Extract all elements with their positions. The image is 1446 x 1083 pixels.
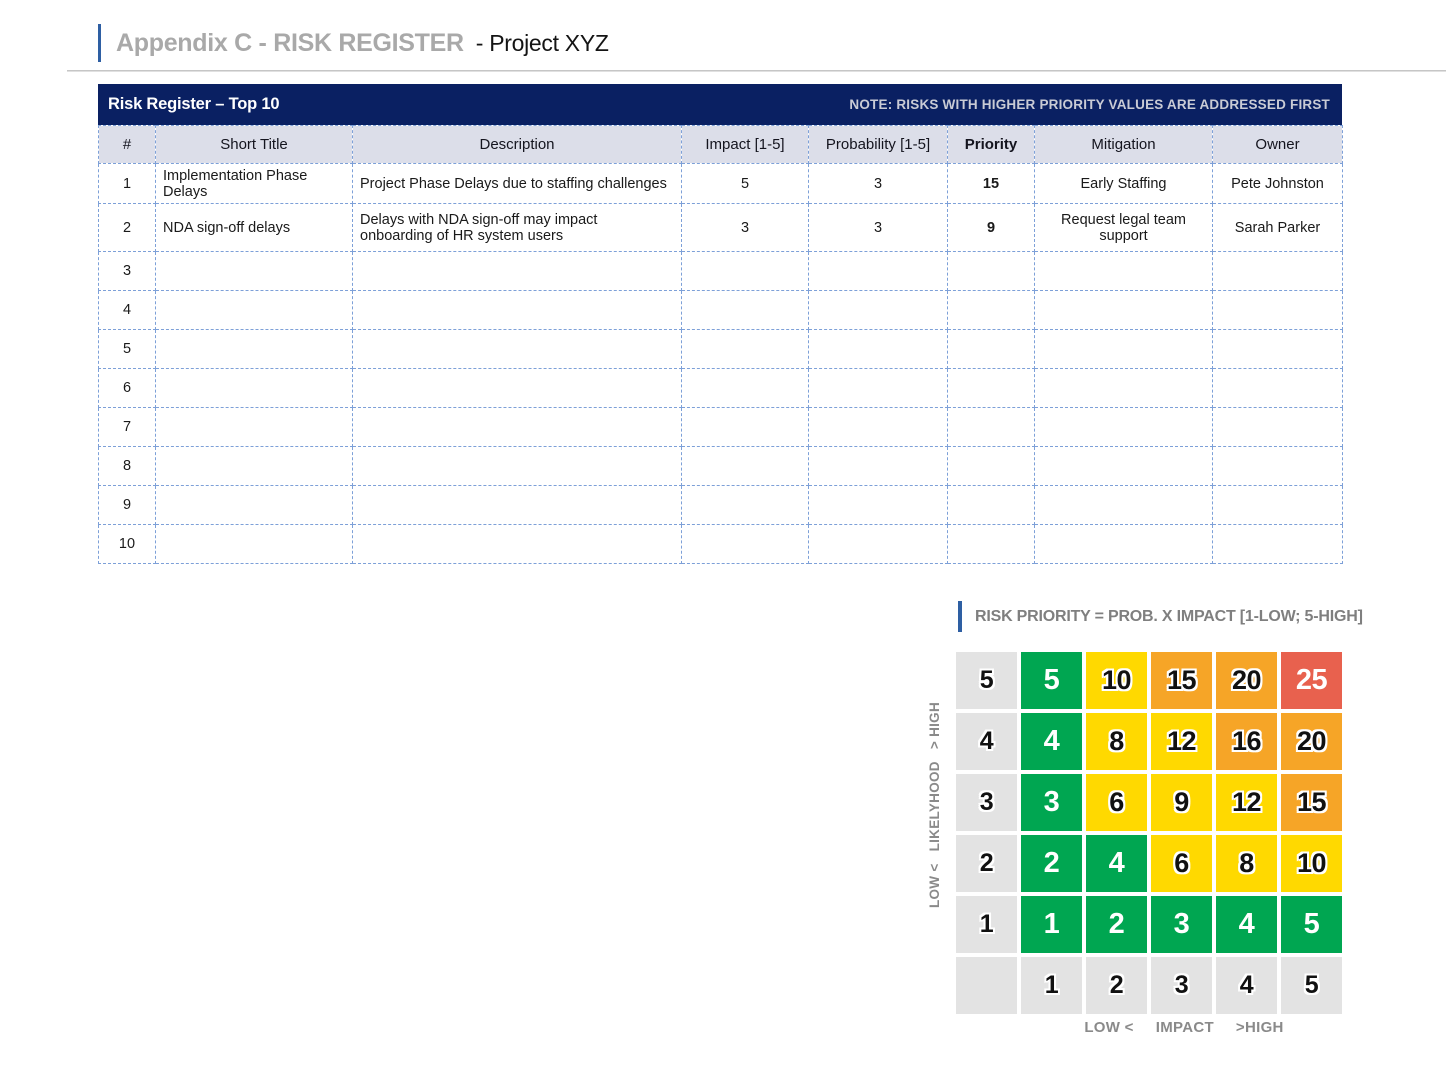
cell-probability (809, 330, 948, 369)
cell-probability (809, 486, 948, 525)
likelihood-axis-high: > HIGH (927, 701, 942, 750)
cell-num: 5 (99, 330, 156, 369)
cell-probability (809, 408, 948, 447)
matrix-cell: 5 (1281, 896, 1342, 953)
matrix-col-label: 4 (1216, 957, 1277, 1014)
matrix-cell: 9 (1151, 774, 1212, 831)
cell-owner (1213, 330, 1343, 369)
table-row (99, 408, 1343, 447)
matrix-cell: 20 (1281, 713, 1342, 770)
cell-num: 8 (99, 447, 156, 486)
cell-owner (1213, 447, 1343, 486)
cell-impact (682, 525, 809, 564)
matrix-cell: 4 (1086, 835, 1147, 892)
likelihood-axis-title: LIKELYHOOD (927, 761, 942, 852)
cell-probability (809, 291, 948, 330)
title-accent-bar (98, 24, 101, 62)
matrix-cell: 25 (1281, 652, 1342, 709)
cell-description (353, 330, 682, 369)
register-banner-title: Risk Register – Top 10 (108, 95, 280, 113)
cell-owner: Sarah Parker (1213, 204, 1343, 252)
cell-short-title (156, 369, 353, 408)
cell-priority (948, 525, 1035, 564)
cell-probability (809, 369, 948, 408)
table-row (99, 369, 1343, 408)
matrix-row-label: 2 (956, 835, 1017, 892)
likelihood-axis-label (927, 635, 943, 975)
cell-description (353, 291, 682, 330)
matrix-cell: 4 (1021, 713, 1082, 770)
cell-num: 9 (99, 486, 156, 525)
table-row (99, 164, 1343, 204)
cell-impact (682, 330, 809, 369)
cell-impact (682, 291, 809, 330)
cell-num: 7 (99, 408, 156, 447)
matrix-cell: 10 (1086, 652, 1147, 709)
cell-short-title (156, 447, 353, 486)
impact-axis-label (1021, 1019, 1347, 1036)
matrix-col-label: 3 (1151, 957, 1212, 1014)
cell-num: 6 (99, 369, 156, 408)
likelihood-axis-low: LOW < (927, 863, 942, 909)
cell-mitigation (1035, 369, 1213, 408)
cell-short-title (156, 330, 353, 369)
cell-description: Project Phase Delays due to staffing challenges (353, 164, 682, 204)
table-row (99, 447, 1343, 486)
cell-probability (809, 525, 948, 564)
table-row (99, 204, 1343, 252)
cell-short-title (156, 525, 353, 564)
cell-mitigation: Request legal team support (1035, 204, 1213, 252)
cell-mitigation (1035, 330, 1213, 369)
matrix-row-label: 1 (956, 896, 1017, 953)
cell-short-title (156, 486, 353, 525)
col-header-description: Description (353, 126, 682, 164)
matrix-cell: 3 (1021, 774, 1082, 831)
cell-owner (1213, 291, 1343, 330)
matrix-cell: 12 (1216, 774, 1277, 831)
matrix-cell: 15 (1151, 652, 1212, 709)
cell-owner (1213, 252, 1343, 291)
register-banner (98, 84, 1342, 125)
cell-description (353, 252, 682, 291)
matrix-cell: 10 (1281, 835, 1342, 892)
matrix-heading (958, 601, 1363, 632)
cell-owner (1213, 369, 1343, 408)
matrix-cell: 8 (1216, 835, 1277, 892)
cell-priority (948, 291, 1035, 330)
table-row (99, 486, 1343, 525)
cell-short-title (156, 252, 353, 291)
cell-priority (948, 330, 1035, 369)
col-header-num: # (99, 126, 156, 164)
cell-description (353, 369, 682, 408)
matrix-cell: 6 (1151, 835, 1212, 892)
header-divider (67, 70, 1446, 72)
table-header-row (99, 126, 1343, 164)
impact-axis-low: LOW < (1084, 1019, 1134, 1036)
risk-register-table (98, 125, 1343, 564)
cell-description (353, 486, 682, 525)
cell-description (353, 408, 682, 447)
cell-mitigation (1035, 486, 1213, 525)
table-row (99, 330, 1343, 369)
page-title (98, 24, 609, 62)
matrix-cell: 15 (1281, 774, 1342, 831)
risk-matrix (956, 652, 1342, 1014)
cell-num: 10 (99, 525, 156, 564)
cell-short-title: Implementation Phase Delays (156, 164, 353, 204)
matrix-cell: 16 (1216, 713, 1277, 770)
matrix-cell: 2 (1021, 835, 1082, 892)
matrix-cell: 1 (1021, 896, 1082, 953)
cell-priority (948, 486, 1035, 525)
risk-register-section (98, 84, 1342, 564)
cell-mitigation: Early Staffing (1035, 164, 1213, 204)
cell-owner: Pete Johnston (1213, 164, 1343, 204)
cell-owner (1213, 486, 1343, 525)
register-banner-note: NOTE: RISKS WITH HIGHER PRIORITY VALUES ARE ADDRESSED FIRST (849, 97, 1330, 112)
cell-short-title (156, 291, 353, 330)
cell-short-title (156, 408, 353, 447)
matrix-col-label: 5 (1281, 957, 1342, 1014)
col-header-short-title: Short Title (156, 126, 353, 164)
cell-priority (948, 252, 1035, 291)
cell-probability (809, 252, 948, 291)
cell-priority (948, 408, 1035, 447)
cell-mitigation (1035, 525, 1213, 564)
cell-num: 4 (99, 291, 156, 330)
matrix-accent-bar (958, 601, 962, 632)
cell-impact: 5 (682, 164, 809, 204)
cell-description: Delays with NDA sign-off may impact onboarding of HR system users (353, 204, 682, 252)
cell-impact (682, 408, 809, 447)
matrix-cell: 5 (1021, 652, 1082, 709)
table-row (99, 252, 1343, 291)
page-title-suffix: - Project XYZ (475, 29, 609, 56)
table-row (99, 525, 1343, 564)
cell-short-title: NDA sign-off delays (156, 204, 353, 252)
matrix-col-label: 2 (1086, 957, 1147, 1014)
col-header-priority: Priority (948, 126, 1035, 164)
cell-priority: 15 (948, 164, 1035, 204)
cell-mitigation (1035, 447, 1213, 486)
cell-priority (948, 447, 1035, 486)
cell-mitigation (1035, 252, 1213, 291)
matrix-cell: 2 (1086, 896, 1147, 953)
cell-mitigation (1035, 408, 1213, 447)
cell-num: 2 (99, 204, 156, 252)
matrix-cell: 8 (1086, 713, 1147, 770)
cell-description (353, 447, 682, 486)
cell-num: 1 (99, 164, 156, 204)
cell-priority (948, 369, 1035, 408)
matrix-cell: 4 (1216, 896, 1277, 953)
table-row (99, 291, 1343, 330)
cell-impact: 3 (682, 204, 809, 252)
page-title-main: Appendix C - RISK REGISTER (116, 28, 464, 57)
matrix-cell: 20 (1216, 652, 1277, 709)
cell-probability: 3 (809, 204, 948, 252)
col-header-owner: Owner (1213, 126, 1343, 164)
cell-num: 3 (99, 252, 156, 291)
cell-owner (1213, 408, 1343, 447)
cell-owner (1213, 525, 1343, 564)
matrix-row-label: 4 (956, 713, 1017, 770)
matrix-cell: 12 (1151, 713, 1212, 770)
impact-axis-high: >HIGH (1235, 1019, 1284, 1036)
col-header-mitigation: Mitigation (1035, 126, 1213, 164)
matrix-col-label: 1 (1021, 957, 1082, 1014)
col-header-probability: Probability [1-5] (809, 126, 948, 164)
cell-probability: 3 (809, 164, 948, 204)
matrix-row-label: 5 (956, 652, 1017, 709)
matrix-row-label: 3 (956, 774, 1017, 831)
cell-description (353, 525, 682, 564)
cell-impact (682, 486, 809, 525)
cell-impact (682, 252, 809, 291)
col-header-impact: Impact [1-5] (682, 126, 809, 164)
cell-priority: 9 (948, 204, 1035, 252)
matrix-heading-text: RISK PRIORITY = PROB. X IMPACT [1-LOW; 5-HIGH] (975, 607, 1363, 625)
impact-axis-title: IMPACT (1155, 1019, 1214, 1036)
matrix-axis-corner (956, 957, 1017, 1014)
matrix-cell: 3 (1151, 896, 1212, 953)
matrix-cell: 6 (1086, 774, 1147, 831)
cell-mitigation (1035, 291, 1213, 330)
cell-impact (682, 369, 809, 408)
cell-impact (682, 447, 809, 486)
cell-probability (809, 447, 948, 486)
